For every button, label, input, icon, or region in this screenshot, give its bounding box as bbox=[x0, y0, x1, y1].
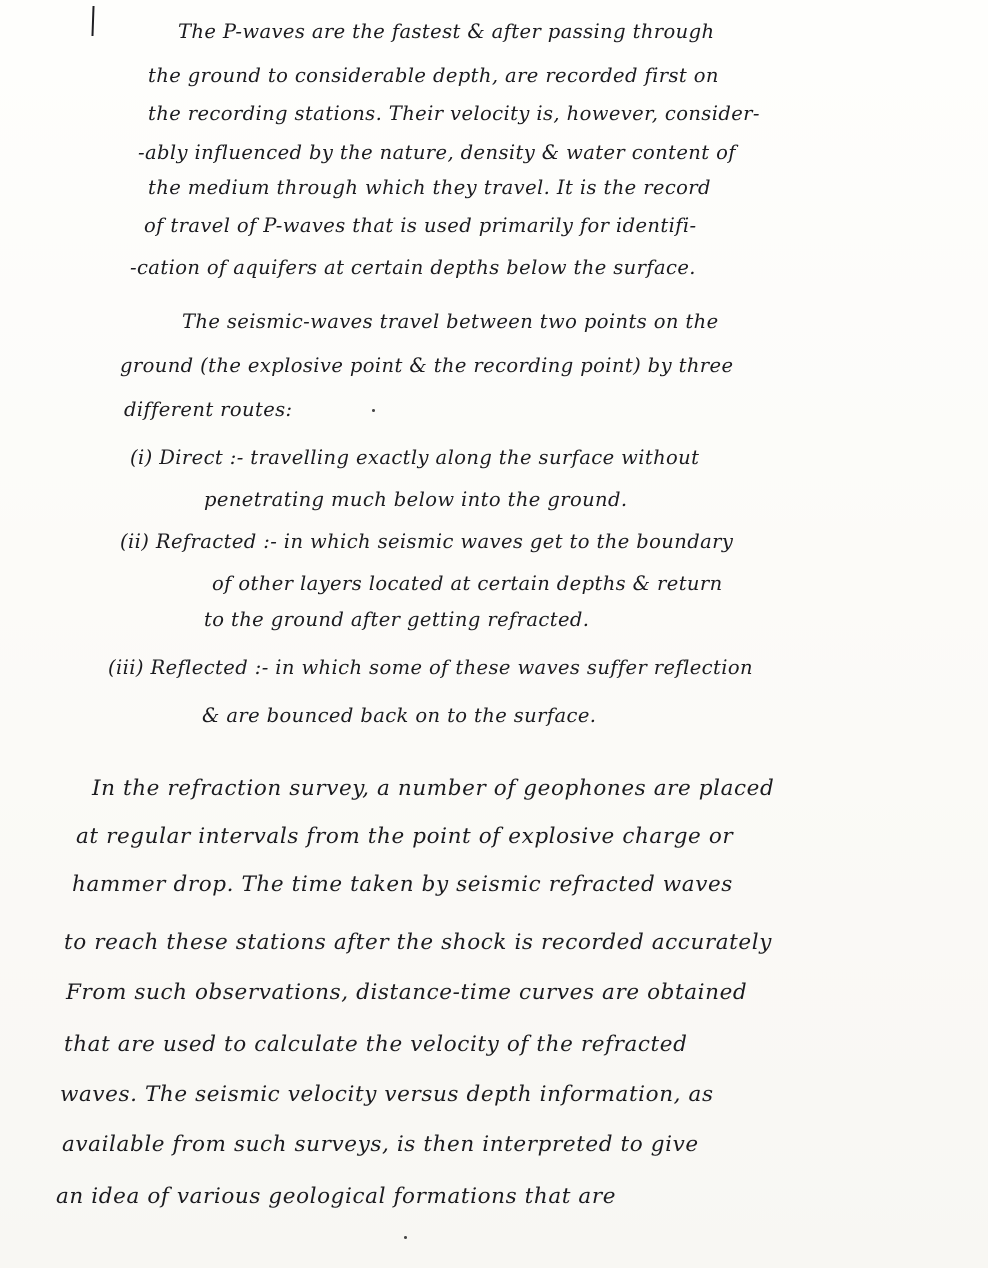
text-line: an idea of various geological formations that are bbox=[56, 1184, 617, 1209]
text-line: the ground to considerable depth, are recorded first on bbox=[148, 64, 719, 87]
list-item: (iii) Reflected :- in which some of these waves suffer reflection bbox=[108, 656, 753, 679]
list-item-continuation: penetrating much below into the ground. bbox=[204, 488, 628, 511]
text-line: -cation of aquifers at certain depths below the surface. bbox=[130, 256, 696, 279]
text-line: From such observations, distance-time curves are obtained bbox=[66, 980, 748, 1005]
text-line: at regular intervals from the point of explosive charge or bbox=[76, 824, 734, 849]
text-line: waves. The seismic velocity versus depth information, as bbox=[60, 1082, 714, 1107]
margin-pen-mark bbox=[91, 6, 94, 36]
list-item-continuation: of other layers located at certain depths & return bbox=[212, 572, 723, 595]
text-line: the medium through which they travel. It is the record bbox=[148, 176, 711, 199]
list-item: (ii) Refracted :- in which seismic waves get to the boundary bbox=[120, 530, 734, 553]
text-line: ground (the explosive point & the recording point) by three bbox=[120, 354, 734, 377]
text-line: available from such surveys, is then interpreted to give bbox=[62, 1132, 699, 1157]
text-line: different routes: bbox=[124, 398, 293, 421]
list-item-continuation: to the ground after getting refracted. bbox=[204, 608, 590, 631]
text-line: The seismic-waves travel between two points on the bbox=[182, 310, 719, 333]
ink-dot bbox=[404, 1236, 407, 1239]
ink-dot bbox=[372, 409, 375, 412]
list-item: (i) Direct :- travelling exactly along the surface without bbox=[130, 446, 700, 469]
text-line: of travel of P-waves that is used primarily for identifi- bbox=[144, 214, 697, 237]
text-line: In the refraction survey, a number of geophones are placed bbox=[92, 776, 775, 801]
text-line: The P-waves are the fastest & after passing through bbox=[178, 20, 715, 43]
text-line: to reach these stations after the shock is recorded accurately bbox=[64, 930, 772, 955]
text-line: hammer drop. The time taken by seismic refracted waves bbox=[72, 872, 733, 897]
text-line: that are used to calculate the velocity of the refracted bbox=[64, 1032, 688, 1057]
text-line: the recording stations. Their velocity is, however, consider- bbox=[148, 102, 760, 125]
text-line: -ably influenced by the nature, density & water content of bbox=[138, 141, 736, 164]
list-item-continuation: & are bounced back on to the surface. bbox=[202, 704, 597, 727]
